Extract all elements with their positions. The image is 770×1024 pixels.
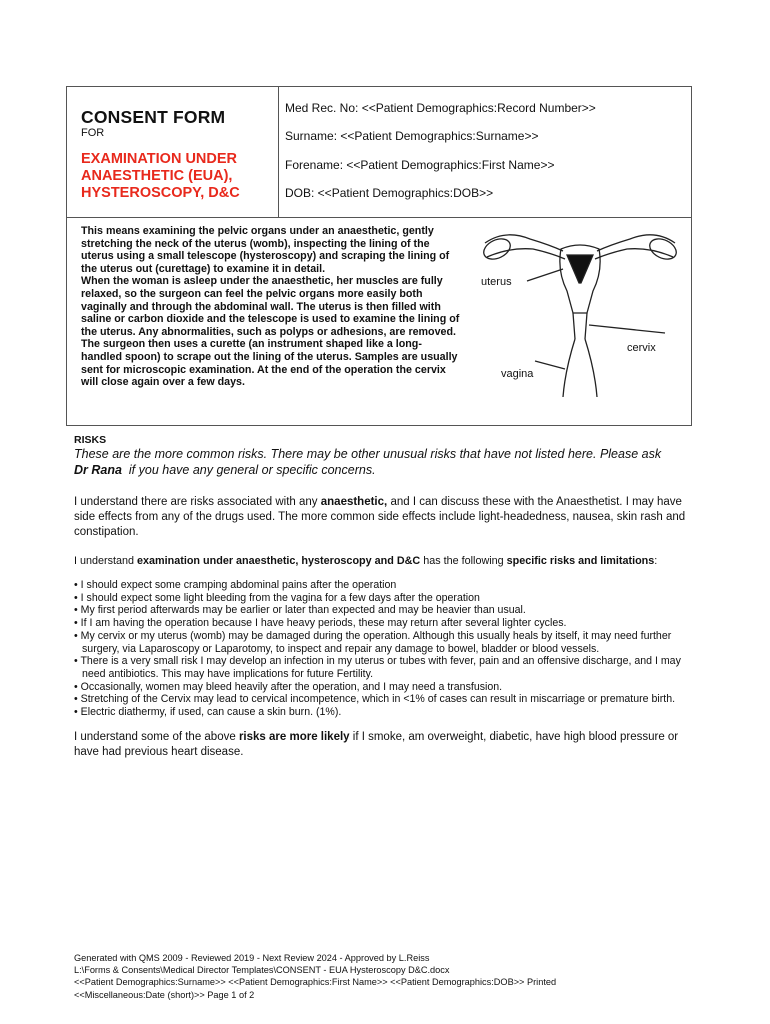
specific-text-bold2: specific risks and limitations xyxy=(506,555,655,567)
anaesthetic-text-bold: anaesthetic, xyxy=(320,496,388,508)
label-uterus: uterus xyxy=(481,276,512,288)
risk-item: • Electric diathermy, if used, can cause a skin burn. (1%). xyxy=(74,706,342,719)
forename-field: Forename: <<Patient Demographics:First Name>> xyxy=(285,158,555,172)
risk-item: • I should expect some cramping abdominal pains after the operation xyxy=(74,579,397,591)
procedure-title xyxy=(81,151,271,202)
header-box xyxy=(66,86,692,426)
procedure-line-3: HYSTEROSCOPY, D&C xyxy=(81,185,240,201)
risks-heading: RISKS xyxy=(74,434,107,446)
uterus-diagram xyxy=(475,221,685,401)
surname-field: Surname: <<Patient Demographics:Surname>> xyxy=(285,129,539,143)
specific-text-a: I understand xyxy=(74,555,135,567)
risk-item: • Stretching of the Cervix may lead to cervical incompetence, which in <1% of cases can result in miscarriage or premature birth. xyxy=(74,693,676,706)
risks-intro-b: if you have any general or specific concerns. xyxy=(128,463,376,477)
anaesthetic-paragraph xyxy=(74,495,694,540)
risk-item: • If I am having the operation because I have heavy periods, these may return after several lighter cycles. xyxy=(74,617,567,630)
footer-line-1: Generated with QMS 2009 - Reviewed 2019 - Next Review 2024 - Approved by L.Reiss xyxy=(74,953,430,963)
form-for-label: FOR xyxy=(81,127,105,139)
procedure-description xyxy=(81,225,461,389)
specific-text-c: : xyxy=(654,555,658,567)
likely-text-bold: risks are more likely xyxy=(238,730,350,743)
anaesthetic-text-a: I understand there are risks associated with any xyxy=(74,496,318,508)
risks-intro-a: These are the more common risks. There may be other unusual risks that have not listed here. Please ask xyxy=(74,447,662,461)
risks-intro xyxy=(74,446,694,478)
label-cervix: cervix xyxy=(627,342,656,354)
med-rec-no: Med Rec. No: <<Patient Demographics:Record Number>> xyxy=(285,101,596,115)
description-paragraph-2: When the woman is asleep under the anaesthetic, her muscles are fully relaxed, so the surgeon can feel the pelvic organs more easily both vaginally and through the abdominal wall. The uterus is then filled with saline or carbon dioxide and the telescope is used to examine the lining of the uterus. Any abnormalities, such as polyps or adhesions, are removed. xyxy=(81,275,460,338)
label-vagina: vagina xyxy=(501,368,534,380)
header-divider-vertical xyxy=(278,87,279,217)
specific-text-bold1: examination under anaesthetic, hysteroscopy and D&C xyxy=(137,555,421,567)
risk-item: • My cervix or my uterus (womb) may be damaged during the operation. Although this usually heals by itself, it may need further surgery, via Laparoscopy or Laparotomy, to inspect and repair any damage to bowel, bladder or blood vessels. xyxy=(74,629,672,655)
specific-text-b: has the following xyxy=(423,555,504,567)
procedure-line-1: EXAMINATION UNDER xyxy=(81,151,238,167)
doctor-name: Dr Rana xyxy=(74,463,122,477)
risks-section xyxy=(74,434,694,760)
risk-item: • Occasionally, women may bleed heavily after the operation, and I may need a transfusion. xyxy=(74,680,503,693)
description-paragraph-1: This means examining the pelvic organs under an anaesthetic, gently stretching the neck of the uterus (womb), inspecting the lining of the uterus using a small telescope (hysteroscopy) and scraping the lining of the uterus out (curettage) to examine it in detail. xyxy=(81,225,450,275)
likely-text-a: I understand some of the above xyxy=(74,730,236,743)
footer-line-4: <<Miscellaneous:Date (short)>> Page 1 of 2 xyxy=(74,989,255,1000)
risks-list xyxy=(74,579,694,719)
procedure-line-2: ANAESTHETIC (EUA), xyxy=(81,168,233,184)
footer-line-3: <<Patient Demographics:Surname>> <<Patient Demographics:First Name>> <<Patient Demographics:DOB>> Printed xyxy=(74,977,557,988)
form-title: CONSENT FORM xyxy=(81,107,226,127)
anaesthetic-text-b: and I can discuss these with the Anaesthetist. I may have side effects from any of the drugs used. The more common side effects include light-headedness, nausea, skin rash and constipation. xyxy=(74,496,686,538)
risk-item: • My first period afterwards may be earlier or later than expected and may be heavier than usual. xyxy=(74,604,526,617)
dob-field: DOB: <<Patient Demographics:DOB>> xyxy=(285,186,494,200)
description-paragraph-3: The surgeon then uses a curette (an instrument shaped like a long-handled spoon) to scrape out the lining of the uterus. Samples are usually sent for microscopic examination. At the end of the operation the cervix will close again over a few days. xyxy=(81,338,458,389)
risk-item: • There is a very small risk I may develop an infection in my uterus or tubes with fever, pain and an offensive discharge, and I may need antibiotics. This may have implications for future Fertility. xyxy=(74,655,681,680)
specific-risks-paragraph xyxy=(74,554,694,568)
footer-line-2: L:\Forms & Consents\Medical Director Templates\CONSENT - EUA Hysteroscopy D&C.docx xyxy=(74,965,450,976)
likely-text-b: if I smoke, am overweight, diabetic, have high blood pressure or have had previous heart disease. xyxy=(74,730,679,758)
more-likely-paragraph xyxy=(74,730,694,760)
header-divider-horizontal xyxy=(67,217,691,218)
page-footer xyxy=(74,952,556,1001)
risk-item: • I should expect some light bleeding from the vagina for a few days after the operation xyxy=(74,591,480,604)
